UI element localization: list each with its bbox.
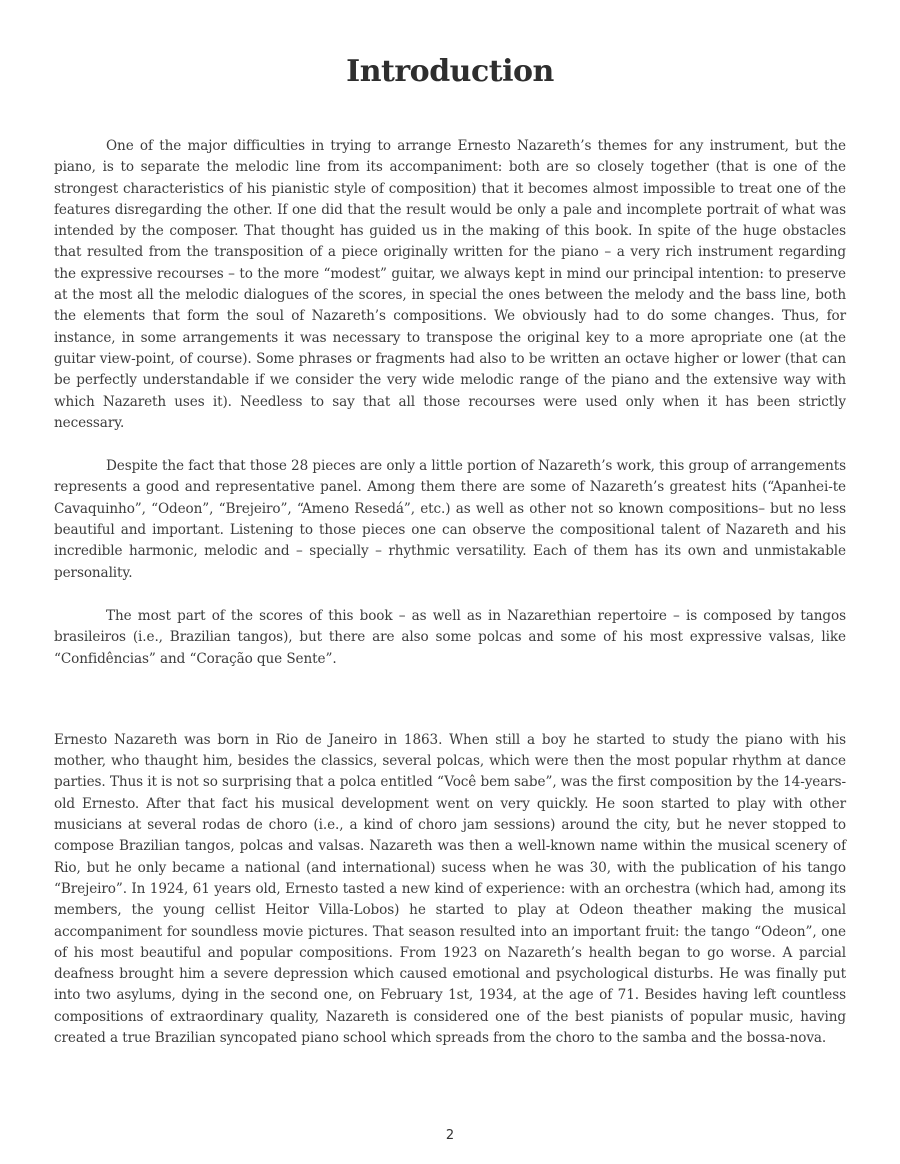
- page-title: Introduction: [346, 54, 554, 89]
- body-text: [54, 136, 846, 1049]
- paragraph-selection-overview: Despite the fact that those 28 pieces are only a little portion of Nazareth’s work, this group of arrangements represents a good and representative panel. Among them there are some of Nazareth’s greatest hits (“Apanhei-te Cavaquinho”, “Odeon”, “Brejeiro”, “Ameno Resedá”, etc.) as well as other not so known compositions– but no less beautiful and important. Listening to those pieces one can observe the compositional talent of Nazareth and his incredible harmonic, melodic and – specially – rhythmic versatility. Each of them has its own and unmistakable personality.: [54, 458, 846, 581]
- page-number: 2: [445, 1128, 455, 1143]
- paragraph-genres: The most part of the scores of this book – as well as in Nazarethian repertoire – is composed by tangos brasileiros (i.e., Brazilian tangos), but there are also some polcas and some of his most expressive valsas, like “Confidências” and “Coração que Sente”.: [54, 607, 846, 667]
- paragraph-biography: Ernesto Nazareth was born in Rio de Janeiro in 1863. When still a boy he started to study the piano with his mother, who thaught him, besides the classics, several polcas, which were then the most popular rhythm at dance parties. Thus it is not so surprising that a polca entitled “Você bem sabe”, was the first composition by the 14-years-old Ernesto. After that fact his musical development went on very quickly. He soon started to play with other musicians at several rodas de choro (i.e., a kind of choro jam sessions) around the city, but he never stopped to compose Brazilian tangos, polcas and valsas. Nazareth was then a well-known name within the musical scenery of Rio, but he only became a national (and international) sucess when he was 30, with the publication of his tango “Brejeiro”. In 1924, 61 years old, Ernesto tasted a new kind of experience: with an orchestra (which had, among its members, the young cellist Heitor Villa-Lobos) he started to play at Odeon theather making the musical accompaniment for soundless movie pictures. That season resulted into an important fruit: the tango “Odeon”, one of his most beautiful and popular compositions. From 1923 on Nazareth’s health began to go worse. A parcial deafness brought him a severe depression which caused emotional and psychological disturbs. He was finally put into two asylums, dying in the second one, on February 1st, 1934, at the age of 71. Besides having left countless compositions of extraordinary quality, Nazareth is considered one of the best pianists of popular music, having created a true Brazilian syncopated piano school which spreads from the choro to the samba and the bossa-nova.: [54, 731, 846, 1046]
- paragraph-arrangement-difficulties: One of the major difficulties in trying to arrange Ernesto Nazareth’s themes for any instrument, but the piano, is to separate the melodic line from its accompaniment: both are so closely together (that is one of the strongest characteristics of his pianistic style of composition) that it becomes almost impossible to treat one of the features disregarding the other. If one did that the result would be only a pale and incomplete portrait of what was intended by the composer. That thought has guided us in the making of this book. In spite of the huge obstacles that resulted from the transposition of a piece originally written for the piano – a very rich instrument regarding the expressive recourses – to the more “modest” guitar, we always kept in mind our principal intention: to preserve at the most all the melodic dialogues of the scores, in special the ones between the melody and the bass line, both the elements that form the soul of Nazareth’s compositions. We obviously had to do some changes. Thus, for instance, in some arrangements it was necessary to transpose the original key to a more apropriate one (at the guitar view-point, of course). Some phrases or fragments had also to be written an octave higher or lower (that can be perfectly understandable if we consider the very wide melodic range of the piano and the extensive way with which Nazareth uses it). Needless to say that all those recourses were used only when it has been strictly necessary.: [54, 138, 846, 431]
